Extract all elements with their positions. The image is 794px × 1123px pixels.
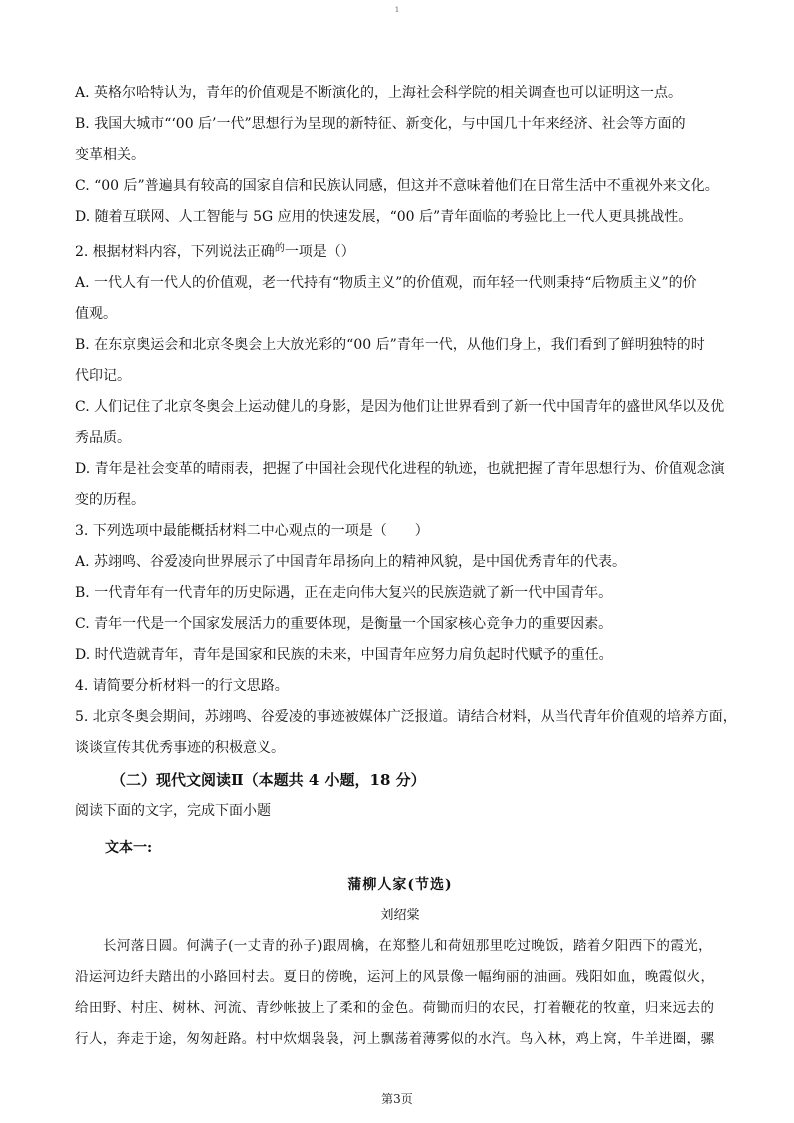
q1-option-d: D. 随着互联网、人工智能与 5G 应用的快速发展，“00 后”青年面临的考验比上一代人更具挑战性。 (75, 209, 693, 225)
story-line: 给田野、村庄、树林、河流、青纱帐披上了柔和的金色。荷锄而归的农民，打着鞭花的牧童，归来远去的 (75, 1000, 715, 1016)
story-author: 刘绍棠 (380, 908, 420, 923)
q2-option-d-line2: 变的历程。 (75, 492, 145, 508)
q2-option-a-line1: A. 一代人有一代人的价值观，老一代持有“物质主义”的价值观，而年轻一代则秉持“后物质主义”的价 (75, 275, 697, 291)
q5-stem-line1: 5. 北京冬奥会期间，苏翊鸣、谷爱凌的事迹被媒体广泛报道。请结合材料，从当代青年价值观的培养方面， (75, 709, 737, 725)
text-label: 文本一: (105, 840, 153, 856)
story-body (75, 931, 725, 1055)
q4-stem: 4. 请简要分析材料一的行文思路。 (75, 678, 289, 694)
q3-option-d: D. 时代造就青年，青年是国家和民族的未来，中国青年应努力肩负起时代赋予的重任。 (75, 647, 613, 663)
q2-option-b-line1: B. 在东京奥运会和北京冬奥会上大放光彩的“00 后”青年一代，从他们身上，我们看到了鲜明独特的时 (75, 337, 705, 353)
q2-option-d-line1: D. 青年是社会变革的晴雨表，把握了中国社会现代化进程的轨迹，也就把握了青年思想行为、价值观念演 (75, 461, 725, 477)
q2-stem-sup: 的 (274, 243, 285, 254)
section-instruction: 阅读下面的文字，完成下面小题 (75, 803, 271, 819)
section-heading: （二）现代文阅读Ⅱ（本题共 4 小题，18 分） (111, 771, 426, 789)
q1-option-a: A. 英格尔哈特认为，青年的价值观是不断演化的，上海社会科学院的相关调查也可以证明这一点。 (75, 85, 683, 101)
q2-stem-after: 一项是（） (284, 244, 355, 260)
page-top-mark: 1 (394, 6, 400, 14)
q5-stem-line2: 谈谈宣传其优秀事迹的积极意义。 (75, 740, 285, 756)
story-line: 长河落日圆。何满子(一丈青的孙子)跟周檎，在郑整儿和荷妞那里吃过晚饭，踏着夕阳西下的霞光， (103, 938, 713, 954)
story-line: 沿运河边纤夫踏出的小路回村去。夏日的傍晚，运河上的风景像一幅绚丽的油画。残阳如血，晚霞似火， (75, 969, 715, 985)
q3-option-c: C. 青年一代是一个国家发展活力的重要体现，是衡量一个国家核心竞争力的重要因素。 (75, 616, 613, 632)
page-number: 第3页 (381, 1092, 413, 1106)
document-body (75, 78, 737, 1055)
q1-option-b-line2: 变革相关。 (75, 147, 145, 163)
q3-option-b: B. 一代青年有一代青年的历史际遇，正在走向伟大复兴的民族造就了新一代中国青年。 (75, 585, 613, 601)
q2-stem-before: 2. 根据材料内容，下列说法正确 (75, 244, 275, 260)
q2-stem (75, 233, 725, 268)
story-title: 蒲柳人家(节选) (347, 877, 453, 893)
q3-stem: 3. 下列选项中最能概括材料二中心观点的一项是（ ） (75, 523, 429, 539)
q2-option-c-line1: C. 人们记住了北京冬奥会上运动健儿的身影，是因为他们让世界看到了新一代中国青年的盛世风华以及优 (75, 399, 725, 415)
q1-option-b-line1: B. 我国大城市“‘00 后’一代”思想行为呈现的新特征、新变化，与中国几十年来经济、社会等方面的 (75, 116, 686, 132)
q2-option-a-line2: 值观。 (75, 306, 117, 322)
q2-option-c-line2: 秀品质。 (75, 430, 131, 446)
story-line: 行人，奔走于途，匆匆赶路。村中炊烟袅袅，河上飘荡着薄雾似的水汽。鸟入林，鸡上窝，牛羊进圈，骡 (75, 1031, 715, 1047)
q2-option-b-line2: 代印记。 (75, 368, 131, 384)
q3-option-a: A. 苏翊鸣、谷爱凌向世界展示了中国青年昂扬向上的精神风貌，是中国优秀青年的代表。 (75, 554, 627, 570)
q1-option-c: C. “00 后”普遍具有较高的国家自信和民族认同感，但这并不意味着他们在日常生活中不重视外来文化。 (75, 178, 719, 194)
